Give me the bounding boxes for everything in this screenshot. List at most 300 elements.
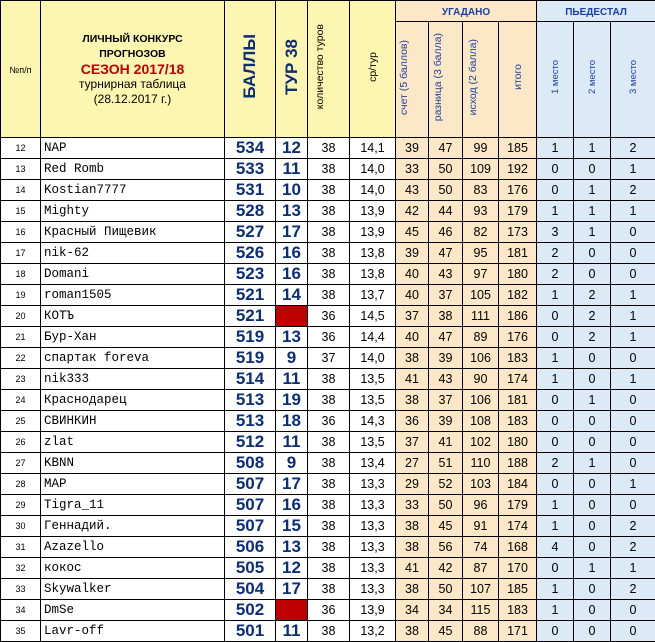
row-number: 29	[1, 495, 41, 516]
tours-count-cell: 38	[308, 474, 350, 495]
podium-sub-2	[574, 22, 611, 138]
score-cell: 534	[225, 138, 276, 159]
player-name: спартак foreva	[41, 348, 225, 369]
row-number: 17	[1, 243, 41, 264]
guessed-outcome-cell: 103	[463, 474, 499, 495]
guessed-outcome-cell: 89	[463, 327, 499, 348]
tour-cell	[276, 306, 308, 327]
podium-1-cell: 0	[537, 432, 574, 453]
avg-cell: 13,5	[350, 369, 396, 390]
score-cell: 531	[225, 180, 276, 201]
table-row	[1, 264, 655, 285]
podium-sub-3-label: 3 место	[628, 60, 639, 94]
podium-2-cell: 0	[574, 474, 611, 495]
podium-header-label: ПЬЕДЕСТАЛ	[565, 7, 627, 18]
score-cell: 512	[225, 432, 276, 453]
guessed-sub-diff	[429, 22, 463, 138]
row-number: 23	[1, 369, 41, 390]
tours-count-cell: 38	[308, 537, 350, 558]
score-cell: 523	[225, 264, 276, 285]
guessed-exact-cell: 39	[396, 138, 429, 159]
player-name: кокос	[41, 558, 225, 579]
podium-1-cell: 0	[537, 306, 574, 327]
podium-2-cell: 0	[574, 243, 611, 264]
podium-3-cell: 0	[611, 453, 655, 474]
podium-1-cell: 1	[537, 600, 574, 621]
tours-count-cell: 38	[308, 621, 350, 642]
guessed-total-cell: 183	[499, 600, 537, 621]
guessed-total-cell: 183	[499, 411, 537, 432]
podium-2-cell: 1	[574, 222, 611, 243]
podium-3-cell: 0	[611, 495, 655, 516]
title-line2: ПРОГНОЗОВ	[41, 47, 224, 62]
table-row	[1, 621, 655, 642]
avg-cell: 14,3	[350, 411, 396, 432]
guessed-total-cell: 182	[499, 285, 537, 306]
row-number: 33	[1, 579, 41, 600]
row-number: 14	[1, 180, 41, 201]
tours-count-cell: 38	[308, 516, 350, 537]
podium-2-cell: 0	[574, 159, 611, 180]
table-row	[1, 222, 655, 243]
podium-3-cell: 0	[611, 600, 655, 621]
guessed-total-cell: 176	[499, 327, 537, 348]
tour-cell: 18	[276, 411, 308, 432]
guessed-outcome-cell: 115	[463, 600, 499, 621]
score-cell: 519	[225, 348, 276, 369]
guessed-sub-diff-label: разница (3 балла)	[432, 33, 460, 121]
tour-cell: 11	[276, 432, 308, 453]
podium-2-cell: 1	[574, 180, 611, 201]
podium-1-cell: 1	[537, 495, 574, 516]
row-number: 30	[1, 516, 41, 537]
guessed-diff-cell: 47	[429, 243, 463, 264]
podium-1-cell: 1	[537, 138, 574, 159]
guessed-diff-cell: 51	[429, 453, 463, 474]
avg-cell: 13,2	[350, 621, 396, 642]
tour-cell: 9	[276, 348, 308, 369]
podium-3-cell: 1	[611, 159, 655, 180]
avg-cell: 14,4	[350, 327, 396, 348]
tours-count-cell: 38	[308, 180, 350, 201]
guessed-total-cell: 188	[499, 453, 537, 474]
tours-count-cell: 38	[308, 369, 350, 390]
table-row	[1, 306, 655, 327]
score-cell: 507	[225, 474, 276, 495]
guessed-outcome-cell: 82	[463, 222, 499, 243]
row-number: 27	[1, 453, 41, 474]
guessed-total-cell: 184	[499, 474, 537, 495]
row-number: 18	[1, 264, 41, 285]
podium-2-cell: 0	[574, 537, 611, 558]
guessed-outcome-cell: 106	[463, 390, 499, 411]
row-number: 28	[1, 474, 41, 495]
score-cell: 505	[225, 558, 276, 579]
podium-3-cell: 1	[611, 369, 655, 390]
avg-cell: 13,7	[350, 285, 396, 306]
guessed-total-cell: 181	[499, 390, 537, 411]
guessed-sub-exact-label: счет (5 баллов)	[398, 40, 426, 115]
tours-count-cell: 38	[308, 201, 350, 222]
score-cell: 519	[225, 327, 276, 348]
podium-2-cell: 0	[574, 264, 611, 285]
guessed-exact-cell: 37	[396, 306, 429, 327]
guessed-total-cell: 181	[499, 243, 537, 264]
player-name: Геннадий.	[41, 516, 225, 537]
table-row	[1, 495, 655, 516]
podium-1-cell: 1	[537, 348, 574, 369]
podium-3-cell: 2	[611, 579, 655, 600]
guessed-exact-cell: 40	[396, 264, 429, 285]
table-row	[1, 558, 655, 579]
podium-2-cell: 0	[574, 348, 611, 369]
guessed-diff-cell: 56	[429, 537, 463, 558]
avg-cell: 13,9	[350, 600, 396, 621]
guessed-exact-cell: 38	[396, 579, 429, 600]
player-name: Skywalker	[41, 579, 225, 600]
score-cell: 521	[225, 285, 276, 306]
avg-cell: 14,5	[350, 306, 396, 327]
podium-3-cell: 1	[611, 201, 655, 222]
guessed-total-cell: 173	[499, 222, 537, 243]
subtitle: турнирная таблица	[41, 77, 224, 92]
guessed-diff-cell: 50	[429, 180, 463, 201]
guessed-exact-cell: 33	[396, 495, 429, 516]
avg-cell: 14,1	[350, 138, 396, 159]
guessed-exact-cell: 40	[396, 327, 429, 348]
score-cell: 507	[225, 495, 276, 516]
guessed-diff-cell: 43	[429, 264, 463, 285]
tour-cell: 13	[276, 537, 308, 558]
table-row	[1, 285, 655, 306]
guessed-exact-cell: 43	[396, 180, 429, 201]
player-name: Mighty	[41, 201, 225, 222]
guessed-exact-cell: 33	[396, 159, 429, 180]
score-cell: 508	[225, 453, 276, 474]
tours-count-cell: 38	[308, 432, 350, 453]
score-cell: 501	[225, 621, 276, 642]
player-name: КОТЪ	[41, 306, 225, 327]
guessed-sub-exact	[396, 22, 429, 138]
avg-cell: 14,0	[350, 348, 396, 369]
player-name: Kostian7777	[41, 180, 225, 201]
podium-2-cell: 1	[574, 201, 611, 222]
podium-1-cell: 4	[537, 537, 574, 558]
guessed-diff-cell: 52	[429, 474, 463, 495]
avg-cell: 13,5	[350, 432, 396, 453]
guessed-diff-cell: 37	[429, 285, 463, 306]
tour-cell: 14	[276, 285, 308, 306]
podium-header	[537, 1, 655, 22]
guessed-diff-cell: 39	[429, 411, 463, 432]
player-name: СВИНКИН	[41, 411, 225, 432]
tours-count-cell: 36	[308, 327, 350, 348]
guessed-exact-cell: 40	[396, 285, 429, 306]
guessed-header	[396, 1, 537, 22]
tours-count-header-label: количество туров	[314, 24, 344, 109]
guessed-sub-outcome-label: исход (2 балла)	[467, 39, 495, 115]
podium-2-cell: 1	[574, 390, 611, 411]
player-name: Красный Пищевик	[41, 222, 225, 243]
tours-count-cell: 37	[308, 348, 350, 369]
avg-cell: 13,3	[350, 579, 396, 600]
score-cell: 521	[225, 306, 276, 327]
guessed-exact-cell: 45	[396, 222, 429, 243]
guessed-diff-cell: 50	[429, 159, 463, 180]
guessed-exact-cell: 38	[396, 390, 429, 411]
guessed-total-cell: 180	[499, 264, 537, 285]
avg-header	[350, 1, 396, 138]
table-row	[1, 516, 655, 537]
row-number: 35	[1, 621, 41, 642]
player-name: Domani	[41, 264, 225, 285]
guessed-outcome-cell: 109	[463, 159, 499, 180]
podium-3-cell: 0	[611, 264, 655, 285]
guessed-exact-cell: 41	[396, 369, 429, 390]
tours-count-cell: 38	[308, 558, 350, 579]
podium-2-cell: 0	[574, 579, 611, 600]
podium-2-cell: 2	[574, 285, 611, 306]
player-name: Краснодарец	[41, 390, 225, 411]
tour-header	[276, 1, 308, 138]
guessed-outcome-cell: 87	[463, 558, 499, 579]
row-number: 25	[1, 411, 41, 432]
avg-cell: 14,0	[350, 159, 396, 180]
player-name: nik333	[41, 369, 225, 390]
podium-1-cell: 2	[537, 453, 574, 474]
avg-header-label: ср/тур	[367, 52, 379, 82]
podium-2-cell: 1	[574, 558, 611, 579]
guessed-total-cell: 186	[499, 306, 537, 327]
guessed-outcome-cell: 95	[463, 243, 499, 264]
tour-cell: 12	[276, 558, 308, 579]
guessed-diff-cell: 43	[429, 369, 463, 390]
guessed-diff-cell: 47	[429, 327, 463, 348]
score-cell: 533	[225, 159, 276, 180]
score-cell: 504	[225, 579, 276, 600]
avg-cell: 13,9	[350, 222, 396, 243]
podium-3-cell: 1	[611, 306, 655, 327]
player-name: roman1505	[41, 285, 225, 306]
podium-1-cell: 0	[537, 621, 574, 642]
guessed-total-cell: 185	[499, 579, 537, 600]
tours-count-cell: 38	[308, 264, 350, 285]
avg-cell: 13,5	[350, 390, 396, 411]
podium-2-cell: 0	[574, 369, 611, 390]
row-number: 20	[1, 306, 41, 327]
podium-2-cell: 1	[574, 138, 611, 159]
guessed-outcome-cell: 90	[463, 369, 499, 390]
player-name: zlat	[41, 432, 225, 453]
player-name: MAP	[41, 474, 225, 495]
table-row	[1, 348, 655, 369]
podium-2-cell: 0	[574, 495, 611, 516]
tour-cell: 15	[276, 516, 308, 537]
row-number: 24	[1, 390, 41, 411]
podium-sub-2-label: 2 место	[587, 60, 598, 94]
guessed-diff-cell: 44	[429, 201, 463, 222]
guessed-diff-cell: 45	[429, 621, 463, 642]
tour-cell: 11	[276, 159, 308, 180]
guessed-diff-cell: 37	[429, 390, 463, 411]
guessed-total-cell: 180	[499, 432, 537, 453]
podium-3-cell: 2	[611, 516, 655, 537]
avg-cell: 14,0	[350, 180, 396, 201]
guessed-outcome-cell: 97	[463, 264, 499, 285]
title-line1: ЛИЧНЫЙ КОНКУРС	[41, 32, 224, 47]
guessed-total-cell: 170	[499, 558, 537, 579]
tours-count-cell: 38	[308, 579, 350, 600]
podium-1-cell: 2	[537, 243, 574, 264]
tour-header-label: ТУР 38	[282, 39, 302, 95]
podium-3-cell: 0	[611, 348, 655, 369]
row-number: 19	[1, 285, 41, 306]
podium-2-cell: 0	[574, 516, 611, 537]
guessed-outcome-cell: 105	[463, 285, 499, 306]
row-number: 16	[1, 222, 41, 243]
player-name: DmSe	[41, 600, 225, 621]
table-row	[1, 600, 655, 621]
tours-count-cell: 36	[308, 600, 350, 621]
table-row	[1, 579, 655, 600]
guessed-exact-cell: 41	[396, 558, 429, 579]
tours-count-cell: 38	[308, 159, 350, 180]
podium-3-cell: 1	[611, 558, 655, 579]
guessed-total-cell: 179	[499, 201, 537, 222]
tours-count-cell: 38	[308, 243, 350, 264]
guessed-outcome-cell: 96	[463, 495, 499, 516]
tour-cell: 10	[276, 180, 308, 201]
podium-sub-1	[537, 22, 574, 138]
guessed-diff-cell: 39	[429, 348, 463, 369]
podium-3-cell: 1	[611, 474, 655, 495]
podium-3-cell: 0	[611, 243, 655, 264]
score-cell: 513	[225, 390, 276, 411]
podium-1-cell: 3	[537, 222, 574, 243]
guessed-sub-total-label: итого	[512, 64, 524, 90]
guessed-outcome-cell: 83	[463, 180, 499, 201]
podium-1-cell: 1	[537, 516, 574, 537]
guessed-total-cell: 179	[499, 495, 537, 516]
podium-2-cell: 2	[574, 327, 611, 348]
guessed-outcome-cell: 88	[463, 621, 499, 642]
avg-cell: 13,3	[350, 474, 396, 495]
guessed-diff-cell: 41	[429, 432, 463, 453]
tour-cell: 11	[276, 369, 308, 390]
tours-count-cell: 38	[308, 390, 350, 411]
avg-cell: 13,8	[350, 264, 396, 285]
guessed-exact-cell: 36	[396, 411, 429, 432]
row-number: 13	[1, 159, 41, 180]
score-cell: 527	[225, 222, 276, 243]
score-header	[225, 1, 276, 138]
podium-1-cell: 0	[537, 180, 574, 201]
guessed-outcome-cell: 91	[463, 516, 499, 537]
score-cell: 502	[225, 600, 276, 621]
podium-2-cell: 0	[574, 600, 611, 621]
podium-3-cell: 0	[611, 390, 655, 411]
guessed-sub-outcome	[463, 22, 499, 138]
num-header-label: №п/п	[10, 65, 32, 75]
title-cell	[41, 1, 225, 138]
player-name: KBNN	[41, 453, 225, 474]
podium-3-cell: 2	[611, 537, 655, 558]
row-number: 12	[1, 138, 41, 159]
player-name: Tigra_11	[41, 495, 225, 516]
guessed-total-cell: 176	[499, 180, 537, 201]
table-row	[1, 327, 655, 348]
row-number: 26	[1, 432, 41, 453]
podium-1-cell: 1	[537, 369, 574, 390]
podium-3-cell: 0	[611, 432, 655, 453]
guessed-sub-total	[499, 22, 537, 138]
table-row	[1, 138, 655, 159]
table-row	[1, 453, 655, 474]
guessed-header-label: УГАДАНО	[442, 7, 490, 18]
score-cell: 514	[225, 369, 276, 390]
guessed-diff-cell: 50	[429, 495, 463, 516]
avg-cell: 13,3	[350, 558, 396, 579]
row-number: 22	[1, 348, 41, 369]
tour-cell: 13	[276, 327, 308, 348]
podium-3-cell: 0	[611, 222, 655, 243]
podium-1-cell: 1	[537, 285, 574, 306]
tours-count-cell: 36	[308, 306, 350, 327]
guessed-outcome-cell: 111	[463, 306, 499, 327]
table-row	[1, 159, 655, 180]
tours-count-cell: 38	[308, 285, 350, 306]
guessed-diff-cell: 47	[429, 138, 463, 159]
player-name: Red Romb	[41, 159, 225, 180]
guessed-diff-cell: 38	[429, 306, 463, 327]
tours-count-cell: 36	[308, 411, 350, 432]
podium-3-cell: 0	[611, 621, 655, 642]
guessed-outcome-cell: 110	[463, 453, 499, 474]
player-name: Lavr-off	[41, 621, 225, 642]
podium-2-cell: 2	[574, 306, 611, 327]
guessed-diff-cell: 46	[429, 222, 463, 243]
score-cell: 507	[225, 516, 276, 537]
table-row	[1, 243, 655, 264]
avg-cell: 13,3	[350, 495, 396, 516]
guessed-outcome-cell: 99	[463, 138, 499, 159]
podium-1-cell: 0	[537, 390, 574, 411]
avg-cell: 13,8	[350, 243, 396, 264]
tour-cell: 17	[276, 474, 308, 495]
tour-cell: 17	[276, 579, 308, 600]
row-number: 31	[1, 537, 41, 558]
tour-cell: 13	[276, 201, 308, 222]
guessed-exact-cell: 42	[396, 201, 429, 222]
tour-cell: 16	[276, 495, 308, 516]
score-cell: 526	[225, 243, 276, 264]
tour-cell: 16	[276, 243, 308, 264]
guessed-total-cell: 168	[499, 537, 537, 558]
row-number: 34	[1, 600, 41, 621]
tour-cell: 12	[276, 138, 308, 159]
season-title: СЕЗОН 2017/18	[41, 62, 224, 77]
player-name: nik-62	[41, 243, 225, 264]
podium-1-cell: 0	[537, 159, 574, 180]
guessed-outcome-cell: 102	[463, 432, 499, 453]
podium-2-cell: 1	[574, 453, 611, 474]
table-row	[1, 180, 655, 201]
guessed-outcome-cell: 107	[463, 579, 499, 600]
guessed-total-cell: 171	[499, 621, 537, 642]
tour-cell: 19	[276, 390, 308, 411]
podium-1-cell: 0	[537, 327, 574, 348]
score-cell: 513	[225, 411, 276, 432]
